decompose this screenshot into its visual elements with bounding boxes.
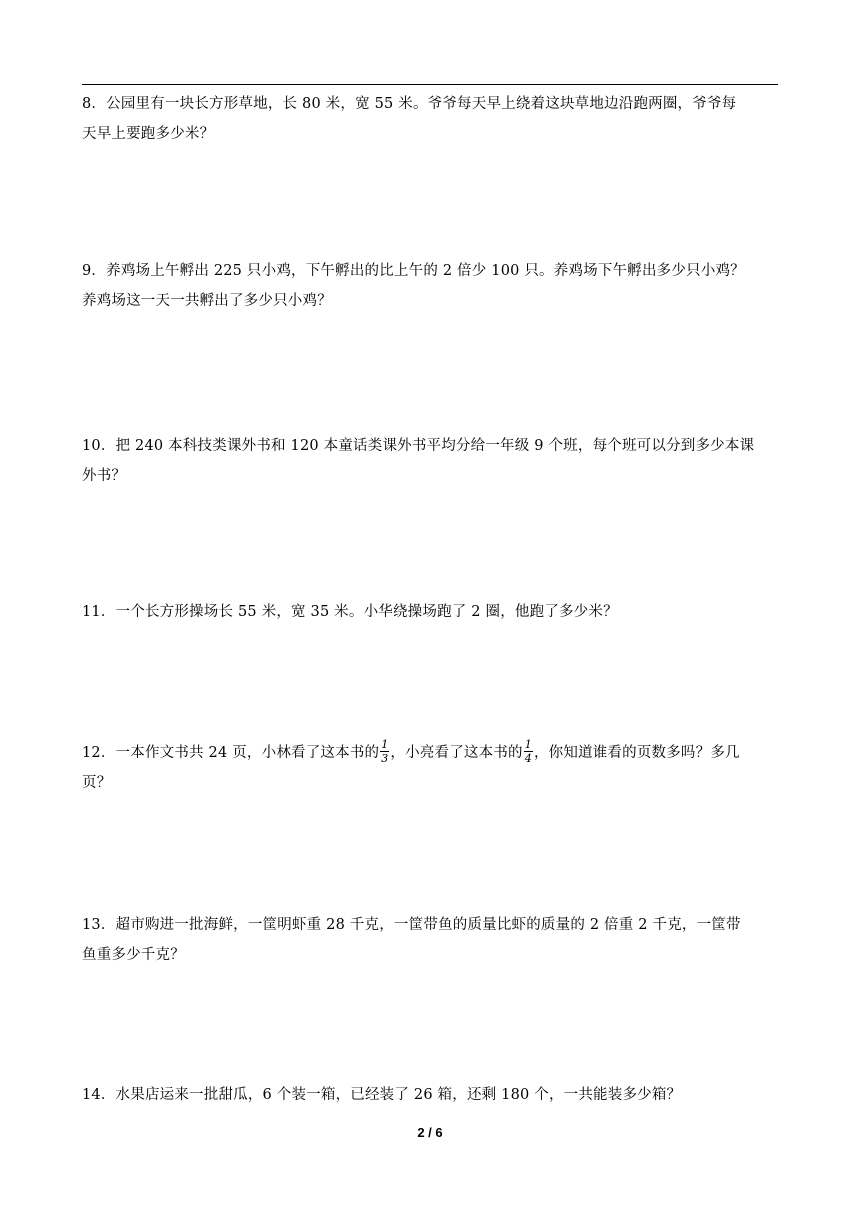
question-14 (82, 1080, 782, 1110)
question-text-line: 14．水果店运来一批甜瓜，6 个装一箱，已经装了 26 箱，还剩 180 个，一共能装多少箱？ (82, 1087, 682, 1103)
fraction-denominator: 4 (524, 751, 532, 765)
fraction-denominator: 3 (381, 751, 389, 765)
fraction-one-quarter (524, 739, 533, 764)
fraction-numerator: 1 (381, 737, 389, 751)
question-text-line: 页？ (82, 775, 112, 791)
question-text-segment: 12．一本作文书共 24 页，小林看了这本书的 (82, 745, 380, 761)
question-10 (82, 431, 782, 491)
header-rule (82, 84, 778, 85)
fraction-one-third (380, 739, 389, 764)
question-text-line: 9．养鸡场上午孵出 225 只小鸡，下午孵出的比上午的 2 倍少 100 只。养鸡场下午孵出多少只小鸡？ (82, 263, 745, 279)
question-text-segment: ，小亮看了这本书的 (390, 745, 523, 761)
question-text-line: 10．把 240 本科技类课外书和 120 本童话类课外书平均分给一年级 9 个班，每个班可以分到多少本课 (82, 438, 755, 454)
question-text-line: 天早上要跑多少米？ (82, 126, 215, 142)
question-text-line (82, 738, 782, 768)
fraction-numerator: 1 (524, 737, 532, 751)
question-text-line: 鱼重多少千克？ (82, 947, 185, 963)
question-9 (82, 256, 782, 316)
page-number: 2 / 6 (417, 1125, 443, 1140)
question-text-line: 11．一个长方形操场长 55 米，宽 35 米。小华绕操场跑了 2 圈，他跑了多少米？ (82, 604, 618, 620)
question-text-segment: ，你知道谁看的页数多吗？多几 (533, 745, 740, 761)
question-text-line: 养鸡场这一天一共孵出了多少只小鸡？ (82, 293, 332, 309)
question-13 (82, 910, 782, 970)
question-11 (82, 597, 782, 627)
question-12 (82, 738, 782, 798)
question-8 (82, 89, 782, 149)
question-text-line: 外书？ (82, 468, 127, 484)
question-text-line: 13．超市购进一批海鲜，一筐明虾重 28 千克，一筐带鱼的质量比虾的质量的 2 倍重 2 千克，一筐带 (82, 917, 741, 933)
question-text-line: 8．公园里有一块长方形草地，长 80 米，宽 55 米。爷爷每天早上绕着这块草地边沿跑两圈，爷爷每 (82, 96, 737, 112)
